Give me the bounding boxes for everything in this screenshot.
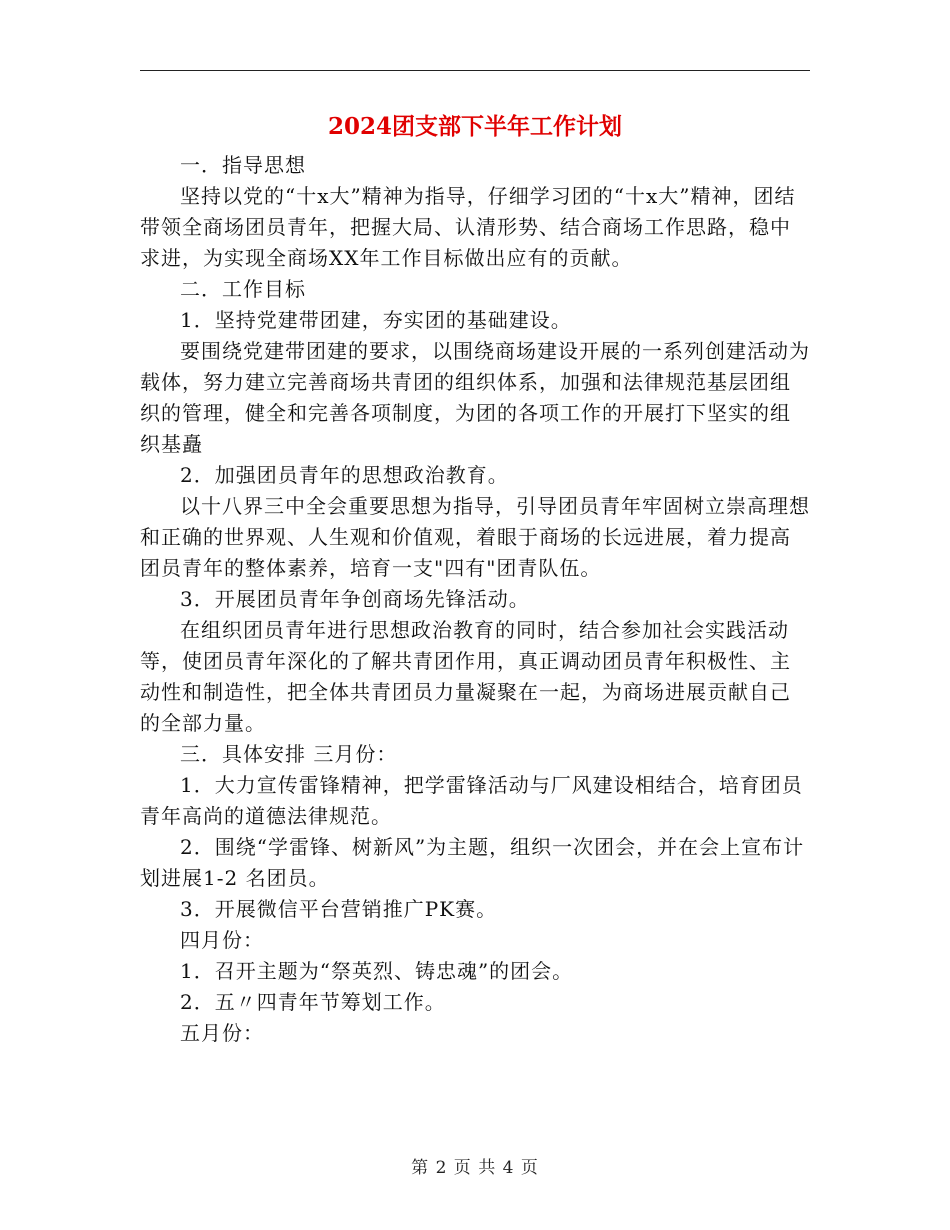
list-item: 1．召开主题为“祭英烈、铸忠魂”的团会。 [180, 959, 574, 983]
list-item: 3．开展微信平台营销推广PK赛。 [180, 897, 498, 921]
month-heading: 五月份： [180, 1021, 264, 1045]
list-item: 2．五〃四青年节筹划工作。 [180, 990, 446, 1014]
list-item: 3．开展团员青年争创商场先锋活动。 [180, 587, 530, 611]
list-item: 2．加强团员青年的思想政治教育。 [180, 463, 509, 487]
header-rule [140, 70, 810, 71]
paragraph: 以十八界三中全会重要思想为指导，引导团员青年牢固树立崇高理想和正确的世界观、人生观和价值观，着眼于商场的长远进展，着力提高团员青年的整体素养，培育一支"四有"团青队伍。 [140, 494, 810, 580]
month-heading: 四月份： [180, 928, 264, 952]
section-heading: 一．指导思想 [180, 153, 306, 177]
paragraph: 坚持以党的“十x大”精神为指导，仔细学习团的“十x大”精神，团结带领全商场团员青年，把握大局、认清形势、结合商场工作思路，稳中求进，为实现全商场XX年工作目标做出应有的贡献。 [140, 184, 796, 270]
paragraph: 要围绕党建带团建的要求，以围绕商场建设开展的一系列创建活动为载体，努力建立完善商场共青团的组织体系，加强和法律规范基层团组织的管理，健全和完善各项制度，为团的各项工作的开展打下坚实的组织基矗 [140, 339, 810, 456]
document-title: 2024团支部下半年工作计划 [327, 113, 622, 140]
list-item: 1．坚持党建带团建，夯实团的基础建设。 [180, 308, 572, 332]
section-heading: 三．具体安排 三月份： [180, 742, 398, 766]
list-item: 2．围绕“学雷锋、树新风”为主题，组织一次团会，并在会上宣布计划进展1-2 名团员。 [140, 835, 805, 890]
section-heading: 二．工作目标 [180, 277, 306, 301]
document-body [140, 150, 810, 1049]
paragraph: 在组织团员青年进行思想政治教育的同时，结合参加社会实践活动等，使团员青年深化的了解共青团作用，真正调动团员青年积极性、主动性和制造性，把全体共青团员力量凝聚在一起，为商场进展贡献自己的全部力量。 [140, 618, 791, 735]
list-item: 1．大力宣传雷锋精神，把学雷锋活动与厂风建设相结合，培育团员青年高尚的道德法律规范。 [140, 773, 803, 828]
page-number: 第 2 页 共 4 页 [411, 1158, 539, 1178]
